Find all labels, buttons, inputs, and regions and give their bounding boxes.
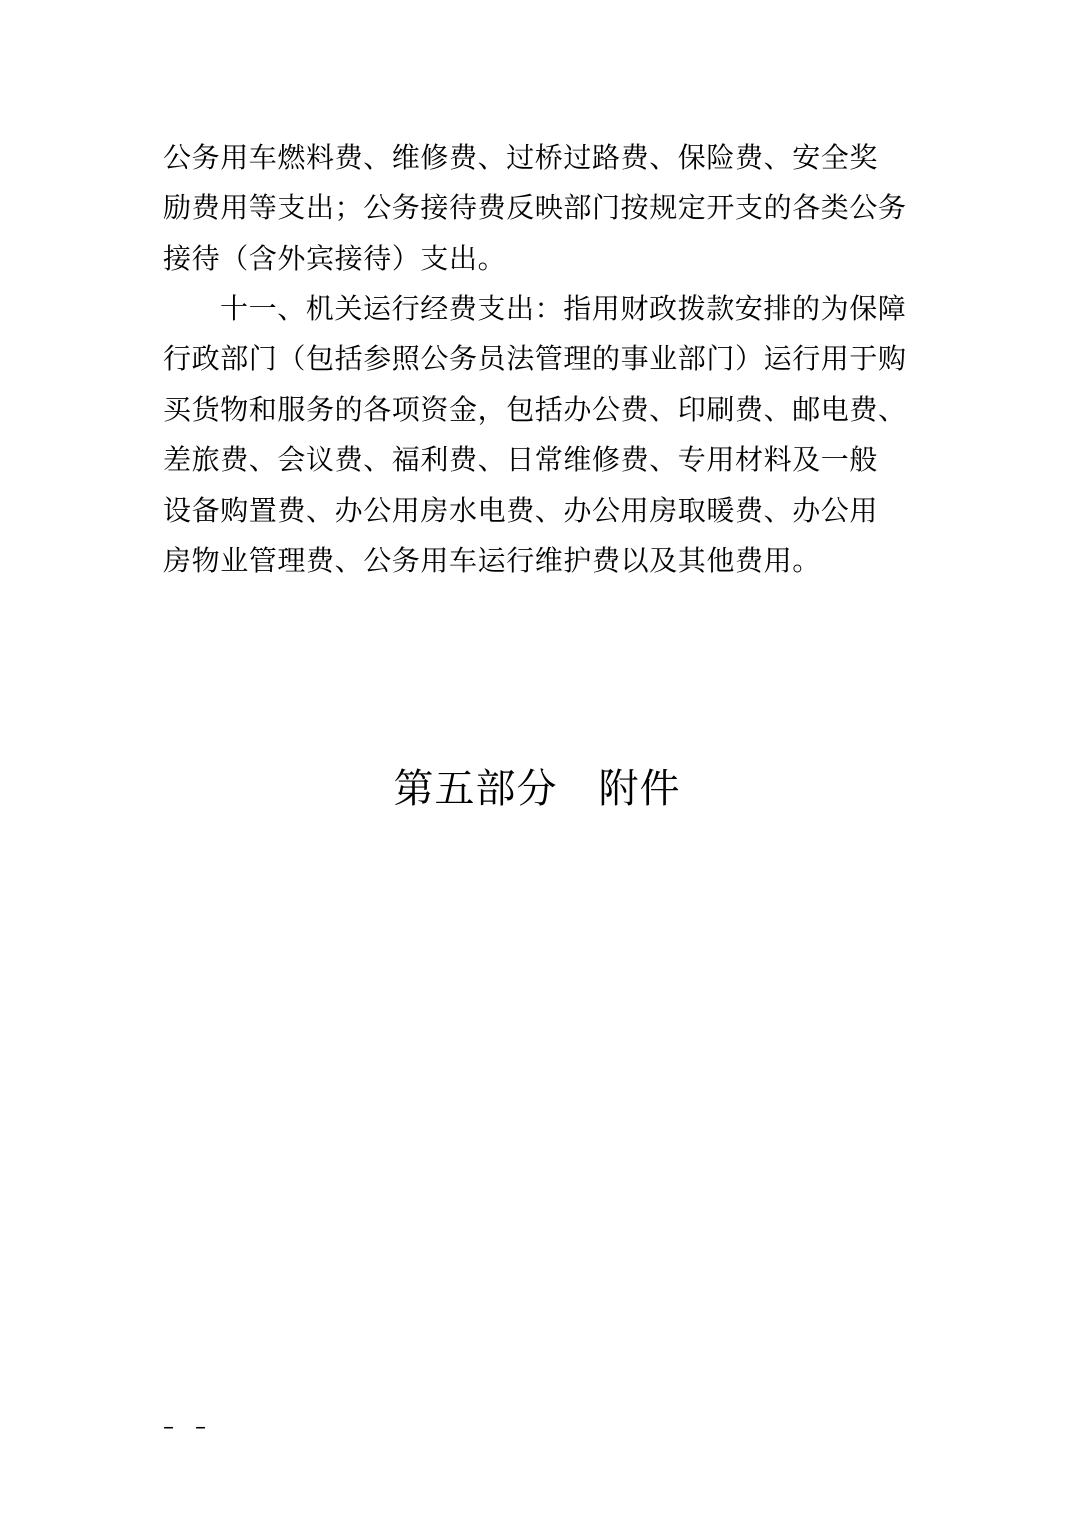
paragraph-line: 十一、机关运行经费支出：指用财政拨款安排的为保障 (220, 292, 907, 325)
paragraph-line: 励费用等支出；公务接待费反映部门按规定开支的各类公务 (163, 191, 907, 224)
paragraph-line: 设备购置费、办公用房水电费、办公用房取暖费、办公用 (163, 494, 879, 527)
paragraph-line: 公务用车燃料费、维修费、过桥过路费、保险费、安全奖 (163, 141, 879, 174)
paragraph-line: 房物业管理费、公务用车运行维护费以及其他费用。 (163, 544, 821, 577)
paragraph-line: 差旅费、会议费、福利费、日常维修费、专用材料及一般 (163, 443, 879, 476)
paragraph-line: 买货物和服务的各项资金，包括办公费、印刷费、邮电费、 (163, 393, 907, 426)
section-title: 第五部分 附件 (393, 766, 681, 812)
paragraph-line: 行政部门（包括参照公务员法管理的事业部门）运行用于购 (163, 342, 907, 375)
page-number-marker: – – (163, 1415, 206, 1440)
paragraph-line: 接待（含外宾接待）支出。 (163, 242, 507, 275)
